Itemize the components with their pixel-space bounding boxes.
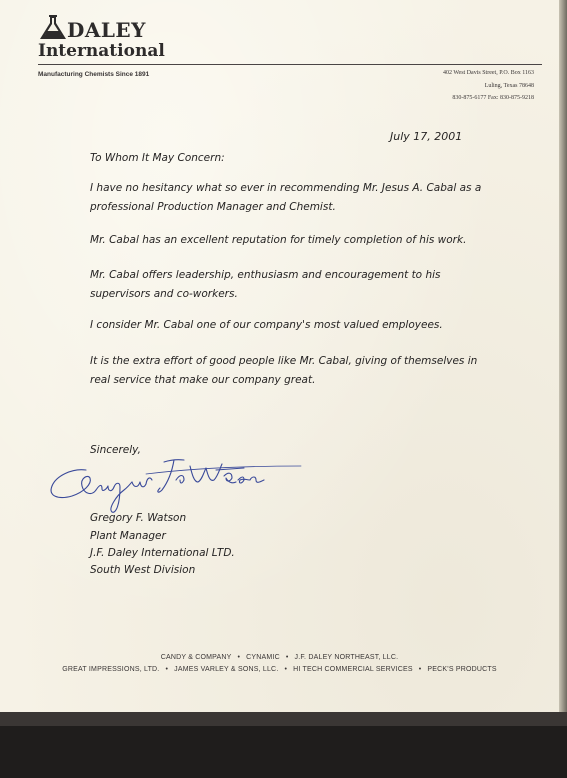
brand-name: DALEY	[67, 18, 146, 42]
footer-separator: •	[237, 654, 241, 661]
paragraph-line: real service that make our company great.	[90, 374, 316, 386]
paragraph-line: Mr. Cabal offers leadership, enthusiasm and encouragement to his	[90, 269, 441, 281]
signer-division: South West Division	[90, 564, 196, 576]
paragraph-line: supervisors and co-workers.	[90, 288, 238, 300]
scan-bottom-band	[0, 712, 567, 726]
signer-name: Gregory F. Watson	[90, 512, 187, 524]
paragraph-extra-effort	[90, 352, 477, 390]
footer-company: PECK'S PRODUCTS	[427, 666, 497, 673]
footer-company: J.F. DALEY NORTHEAST, LLC.	[294, 654, 399, 661]
footer-separator: •	[165, 666, 169, 673]
paragraph-line: It is the extra effort of good people like Mr. Cabal, giving of themselves in	[90, 355, 478, 367]
salutation: To Whom It May Concern:	[90, 152, 225, 164]
address-street: 402 West Davis Street, P.O. Box 1163	[442, 70, 534, 76]
footer-company: CYNAMIC	[246, 654, 280, 661]
address-phone-fax: 830-875-6177 Fax: 830-875-9218	[452, 95, 534, 101]
letterhead-divider	[38, 64, 542, 65]
address-city: Luling, Texas 78648	[484, 83, 534, 89]
signer-company: J.F. Daley International LTD.	[90, 547, 235, 559]
footer-separator: •	[285, 654, 289, 661]
footer-company: GREAT IMPRESSIONS, LTD.	[62, 666, 160, 673]
signer-title: Plant Manager	[90, 530, 166, 542]
paragraph-valued	[90, 316, 443, 335]
paragraph-line: I consider Mr. Cabal one of our company's most valued employees.	[90, 319, 443, 331]
brand-subtitle: International	[38, 41, 165, 61]
paragraph-line: professional Production Manager and Chemist.	[90, 201, 336, 213]
closing: Sincerely,	[90, 444, 141, 456]
paragraph-line: I have no hesitancy what so ever in recommending Mr. Jesus A. Cabal as a	[90, 182, 482, 194]
flask-logo-icon	[38, 14, 68, 40]
footer-companies-line1	[0, 654, 559, 661]
paper-edge	[559, 0, 567, 712]
paragraph-reputation	[90, 231, 466, 250]
footer-separator: •	[418, 666, 422, 673]
footer-company: HI TECH COMMERCIAL SERVICES	[293, 666, 413, 673]
paragraph-leadership	[90, 266, 440, 304]
footer-company: CANDY & COMPANY	[160, 654, 232, 661]
letter-date: July 17, 2001	[390, 130, 463, 143]
paragraph-line: Mr. Cabal has an excellent reputation for timely completion of his work.	[90, 234, 467, 246]
footer-companies-line2	[0, 666, 559, 673]
footer-separator: •	[284, 666, 288, 673]
footer-company: JAMES VARLEY & SONS, LLC.	[174, 666, 279, 673]
paragraph-recommendation	[90, 179, 481, 217]
tagline: Manufacturing Chemists Since 1891	[38, 71, 150, 78]
